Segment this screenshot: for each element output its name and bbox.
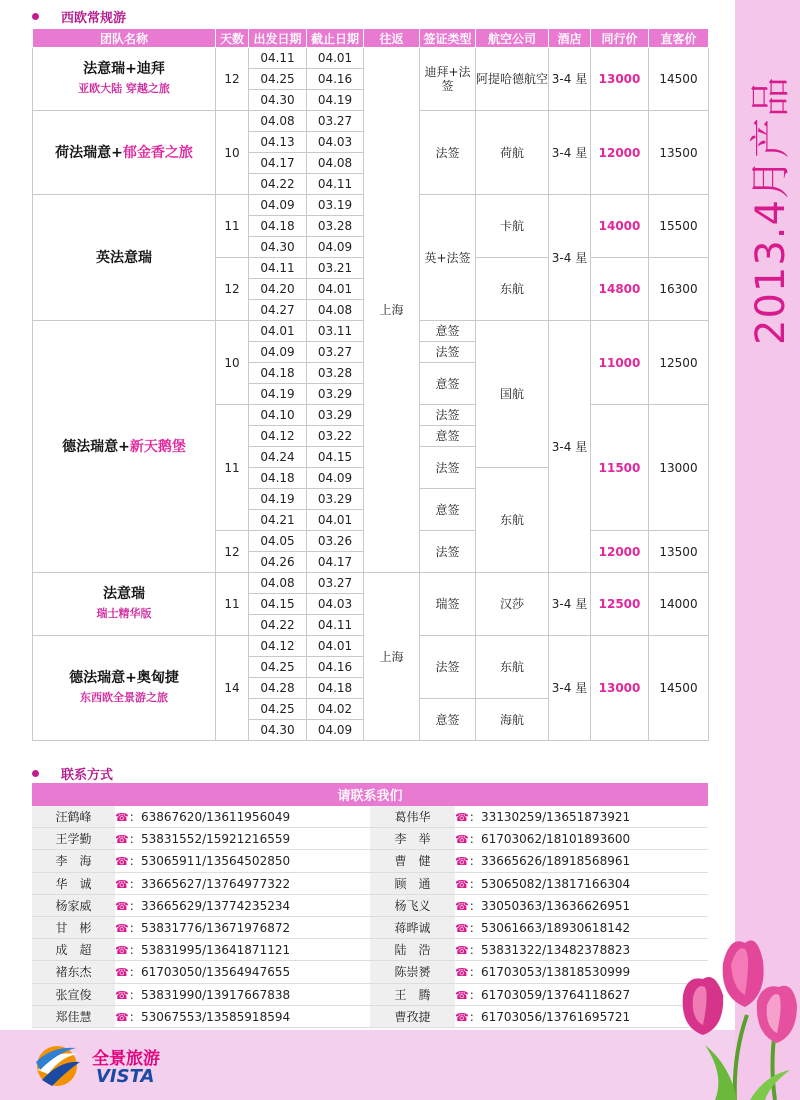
- globe-logo-icon: [32, 1040, 82, 1090]
- phone-icon: ☎: [115, 944, 129, 958]
- contact-phone: [455, 983, 708, 1005]
- contact-phone: [115, 828, 370, 850]
- contact-phone: [115, 894, 370, 916]
- deadline-date: 04.17: [307, 552, 364, 573]
- contact-name: 曹孜捷: [370, 1005, 455, 1027]
- contact-phone: [115, 916, 370, 938]
- phone-icon: ☎: [115, 833, 129, 847]
- departure-date: 04.30: [249, 720, 307, 741]
- tour-name-cell: [33, 195, 216, 321]
- tour-name: 荷法瑞意+: [55, 144, 123, 161]
- peer-price: 11500: [591, 405, 649, 531]
- contact-phone-number: ：33665627/13764977322: [129, 876, 291, 891]
- contact-phone-number: ：61703050/13564947655: [129, 965, 291, 980]
- peer-price: 14800: [591, 258, 649, 321]
- hotel-cell: 3-4 星: [549, 111, 591, 195]
- contact-phone-number: ：53067553/13585918594: [129, 1009, 291, 1024]
- col-header-departure: 出发日期: [249, 29, 307, 48]
- days-cell: 10: [216, 111, 249, 195]
- tour-table: [32, 28, 709, 741]
- contact-phone: [455, 828, 708, 850]
- departure-date: 04.12: [249, 636, 307, 657]
- visa-cell: 法签: [420, 636, 476, 699]
- deadline-date: 03.26: [307, 531, 364, 552]
- phone-icon: ☎: [455, 966, 469, 980]
- deadline-date: 04.01: [307, 510, 364, 531]
- airline-cell: 汉莎: [476, 573, 549, 636]
- contact-name: 褚东杰: [32, 961, 115, 983]
- contact-name: 汪鹤峰: [32, 806, 115, 828]
- contact-phone: [115, 961, 370, 983]
- departure-date: 04.11: [249, 258, 307, 279]
- retail-price: 13000: [649, 405, 709, 531]
- deadline-date: 04.08: [307, 153, 364, 174]
- phone-icon: ☎: [455, 811, 469, 825]
- departure-date: 04.08: [249, 573, 307, 594]
- deadline-date: 04.18: [307, 678, 364, 699]
- departure-date: 04.17: [249, 153, 307, 174]
- tour-subtitle: 东西欧全景游之旅: [80, 691, 168, 704]
- bullet-icon: [32, 13, 39, 20]
- table-row: [33, 573, 709, 594]
- departure-date: 04.01: [249, 321, 307, 342]
- deadline-date: 04.11: [307, 174, 364, 195]
- contact-name: 蒋晔诚: [370, 916, 455, 938]
- contact-phone: [115, 806, 370, 828]
- tour-section-heading: [32, 6, 126, 26]
- visa-cell: 意签: [420, 699, 476, 741]
- days-cell: 12: [216, 48, 249, 111]
- contact-name: 陆 浩: [370, 939, 455, 961]
- peer-price: 13000: [591, 48, 649, 111]
- contact-row: [32, 806, 708, 828]
- retail-price: 14500: [649, 636, 709, 741]
- contact-name: 杨家威: [32, 894, 115, 916]
- contact-name: 张宣俊: [32, 983, 115, 1005]
- retail-price: 14000: [649, 573, 709, 636]
- contact-phone: [455, 806, 708, 828]
- phone-icon: ☎: [455, 1010, 469, 1024]
- contact-phone-number: ：33665629/13774235234: [129, 898, 291, 913]
- tour-name-highlight: 新天鹅堡: [129, 438, 186, 455]
- tour-table-header: [33, 29, 709, 48]
- phone-icon: ☎: [115, 966, 129, 980]
- peer-price: 13000: [591, 636, 649, 741]
- deadline-date: 04.03: [307, 594, 364, 615]
- phone-icon: ☎: [455, 833, 469, 847]
- deadline-date: 03.28: [307, 216, 364, 237]
- contact-phone: [115, 939, 370, 961]
- contact-name: 杨飞义: [370, 894, 455, 916]
- phone-icon: ☎: [455, 899, 469, 913]
- col-header-retail-price: 直客价: [649, 29, 709, 48]
- departure-date: 04.05: [249, 531, 307, 552]
- departure-date: 04.15: [249, 594, 307, 615]
- deadline-date: 03.29: [307, 405, 364, 426]
- visa-cell: 瑞签: [420, 573, 476, 636]
- departure-date: 04.27: [249, 300, 307, 321]
- deadline-date: 04.09: [307, 720, 364, 741]
- airline-cell: 东航: [476, 258, 549, 321]
- airline-cell: 海航: [476, 699, 549, 741]
- retail-price: 13500: [649, 531, 709, 573]
- tour-name: 法意瑞+迪拜: [83, 61, 165, 77]
- phone-icon: ☎: [115, 899, 129, 913]
- contact-phone: [455, 961, 708, 983]
- logo-chinese-text: 全景旅游: [92, 1049, 160, 1069]
- peer-price: 12000: [591, 531, 649, 573]
- departure-date: 04.28: [249, 678, 307, 699]
- days-cell: 11: [216, 405, 249, 531]
- contact-phone-number: ：53831776/13671976872: [129, 921, 291, 936]
- deadline-date: 03.28: [307, 363, 364, 384]
- contact-row: [32, 961, 708, 983]
- table-row: [33, 48, 709, 69]
- tour-subtitle: 瑞士精华版: [96, 607, 152, 620]
- contact-row: [32, 872, 708, 894]
- visa-cell: 法签: [420, 111, 476, 195]
- deadline-date: 04.01: [307, 279, 364, 300]
- deadline-date: 04.08: [307, 300, 364, 321]
- col-header-peer-price: 同行价: [591, 29, 649, 48]
- contact-phone-number: ：53065082/13817166304: [469, 876, 631, 891]
- contact-name: 葛伟华: [370, 806, 455, 828]
- visa-cell: 英+法签: [420, 195, 476, 321]
- departure-date: 04.25: [249, 69, 307, 90]
- departure-date: 04.19: [249, 489, 307, 510]
- contact-phone-number: ：53065911/13564502850: [129, 854, 291, 869]
- contact-row: [32, 1005, 708, 1027]
- visa-cell: 迪拜+法签: [420, 48, 476, 111]
- contact-phone: [455, 916, 708, 938]
- deadline-date: 04.11: [307, 615, 364, 636]
- deadline-date: 04.09: [307, 468, 364, 489]
- contact-phone: [455, 894, 708, 916]
- deadline-date: 04.01: [307, 48, 364, 69]
- tour-name: 法意瑞: [103, 586, 145, 602]
- deadline-date: 04.19: [307, 90, 364, 111]
- vista-logo: [28, 1040, 188, 1090]
- visa-cell: 意签: [420, 363, 476, 405]
- departure-date: 04.18: [249, 216, 307, 237]
- roundtrip-cell: 上海: [364, 573, 420, 741]
- phone-icon: ☎: [115, 988, 129, 1002]
- departure-date: 04.30: [249, 90, 307, 111]
- contact-phone: [115, 850, 370, 872]
- hotel-cell: 3-4 星: [549, 195, 591, 321]
- departure-date: 04.30: [249, 237, 307, 258]
- phone-icon: ☎: [115, 877, 129, 891]
- tour-name: 英法意瑞: [96, 249, 152, 266]
- contact-row: [32, 983, 708, 1005]
- phone-icon: ☎: [115, 811, 129, 825]
- phone-icon: ☎: [455, 988, 469, 1002]
- departure-date: 04.19: [249, 384, 307, 405]
- phone-icon: ☎: [455, 944, 469, 958]
- visa-cell: 法签: [420, 342, 476, 363]
- deadline-date: 04.01: [307, 636, 364, 657]
- days-cell: 12: [216, 258, 249, 321]
- days-cell: 12: [216, 531, 249, 573]
- contact-phone: [115, 1005, 370, 1027]
- contact-name: 成 超: [32, 939, 115, 961]
- contact-name: 李 海: [32, 850, 115, 872]
- deadline-date: 04.16: [307, 657, 364, 678]
- phone-icon: ☎: [455, 922, 469, 936]
- contact-name: 甘 彬: [32, 916, 115, 938]
- airline-cell: 卡航: [476, 195, 549, 258]
- departure-date: 04.09: [249, 195, 307, 216]
- departure-date: 04.25: [249, 699, 307, 720]
- deadline-date: 03.27: [307, 342, 364, 363]
- hotel-cell: 3-4 星: [549, 48, 591, 111]
- bullet-icon: [32, 770, 39, 777]
- departure-date: 04.20: [249, 279, 307, 300]
- contact-section-heading: [32, 763, 113, 783]
- contact-phone-number: ：33050363/13636626951: [469, 898, 631, 913]
- contact-phone-number: ：33665626/18918568961: [469, 854, 631, 869]
- deadline-date: 03.27: [307, 573, 364, 594]
- col-header-days: 天数: [216, 29, 249, 48]
- contact-row: [32, 850, 708, 872]
- days-cell: 14: [216, 636, 249, 741]
- phone-icon: ☎: [115, 855, 129, 869]
- airline-cell: 国航: [476, 321, 549, 468]
- deadline-date: 04.09: [307, 237, 364, 258]
- contact-name: 陈崇赟: [370, 961, 455, 983]
- retail-price: 16300: [649, 258, 709, 321]
- phone-icon: ☎: [115, 1010, 129, 1024]
- deadline-date: 04.02: [307, 699, 364, 720]
- peer-price: 11000: [591, 321, 649, 405]
- hotel-cell: 3-4 星: [549, 573, 591, 636]
- hotel-cell: 3-4 星: [549, 321, 591, 573]
- tour-name-cell: [33, 321, 216, 573]
- product-month-text: 2013.4月产品: [748, 75, 794, 345]
- contact-name: 王学勤: [32, 828, 115, 850]
- contact-table-header: 请联系我们: [32, 783, 708, 806]
- contact-name: 顾 通: [370, 872, 455, 894]
- tour-name-cell: [33, 111, 216, 195]
- col-header-roundtrip: 往返: [364, 29, 420, 48]
- deadline-date: 03.29: [307, 384, 364, 405]
- tour-subtitle: 亚欧大陆 穿越之旅: [78, 82, 170, 95]
- contact-phone: [455, 872, 708, 894]
- deadline-date: 03.11: [307, 321, 364, 342]
- contact-section-title: 联系方式: [61, 767, 114, 783]
- departure-date: 04.22: [249, 615, 307, 636]
- departure-date: 04.22: [249, 174, 307, 195]
- col-header-deadline: 截止日期: [307, 29, 364, 48]
- departure-date: 04.11: [249, 48, 307, 69]
- contact-table: [32, 783, 708, 1028]
- deadline-date: 03.27: [307, 111, 364, 132]
- contact-phone-number: ：61703056/13761695721: [469, 1009, 631, 1024]
- contact-phone-number: ：53061663/18930618142: [469, 921, 631, 936]
- deadline-date: 04.03: [307, 132, 364, 153]
- retail-price: 13500: [649, 111, 709, 195]
- airline-cell: 东航: [476, 468, 549, 573]
- peer-price: 12500: [591, 573, 649, 636]
- contact-name: 王 腾: [370, 983, 455, 1005]
- roundtrip-cell: 上海: [364, 48, 420, 573]
- airline-cell: 阿提哈德航空: [476, 48, 549, 111]
- contact-name: 郑佳慧: [32, 1005, 115, 1027]
- phone-icon: ☎: [455, 877, 469, 891]
- contact-row: [32, 939, 708, 961]
- contact-phone-number: ：53831322/13482378823: [469, 943, 631, 958]
- departure-date: 04.24: [249, 447, 307, 468]
- phone-icon: ☎: [115, 922, 129, 936]
- contact-phone-number: ：33130259/13651873921: [469, 810, 631, 825]
- hotel-cell: 3-4 星: [549, 636, 591, 741]
- departure-date: 04.18: [249, 363, 307, 384]
- contact-phone-number: ：53831990/13917667838: [129, 987, 291, 1002]
- contact-phone-number: ：53831552/15921216559: [129, 832, 291, 847]
- visa-cell: 法签: [420, 531, 476, 573]
- col-header-airline: 航空公司: [476, 29, 549, 48]
- visa-cell: 法签: [420, 447, 476, 489]
- contact-phone: [455, 1005, 708, 1027]
- contact-phone-number: ：53831995/13641871121: [129, 943, 291, 958]
- days-cell: 11: [216, 573, 249, 636]
- contact-phone-number: ：61703062/18101893600: [469, 832, 631, 847]
- deadline-date: 03.29: [307, 489, 364, 510]
- visa-cell: 法签: [420, 405, 476, 426]
- peer-price: 14000: [591, 195, 649, 258]
- departure-date: 04.08: [249, 111, 307, 132]
- deadline-date: 04.16: [307, 69, 364, 90]
- contact-row: [32, 894, 708, 916]
- retail-price: 12500: [649, 321, 709, 405]
- departure-date: 04.18: [249, 468, 307, 489]
- contact-phone: [455, 850, 708, 872]
- contact-name: 华 诚: [32, 872, 115, 894]
- logo-english-text: VISTA: [96, 1066, 155, 1087]
- departure-date: 04.09: [249, 342, 307, 363]
- contact-phone-number: ：61703059/13764118627: [469, 987, 631, 1002]
- departure-date: 04.25: [249, 657, 307, 678]
- tour-section-title: 西欧常规游: [61, 10, 127, 26]
- retail-price: 14500: [649, 48, 709, 111]
- tour-name: 德法瑞意+奥匈捷: [69, 670, 179, 686]
- deadline-date: 04.15: [307, 447, 364, 468]
- visa-cell: 意签: [420, 321, 476, 342]
- tour-name-cell: [33, 48, 216, 111]
- peer-price: 12000: [591, 111, 649, 195]
- contact-phone: [115, 872, 370, 894]
- airline-cell: 荷航: [476, 111, 549, 195]
- deadline-date: 03.19: [307, 195, 364, 216]
- product-month-title: [740, 60, 795, 360]
- departure-date: 04.10: [249, 405, 307, 426]
- departure-date: 04.12: [249, 426, 307, 447]
- tour-name-highlight: 郁金香之旅: [122, 144, 193, 161]
- contact-row: [32, 916, 708, 938]
- contact-name: 李 举: [370, 828, 455, 850]
- contact-phone-number: ：63867620/13611956049: [129, 810, 291, 825]
- col-header-hotel: 酒店: [549, 29, 591, 48]
- contact-row: [32, 828, 708, 850]
- tulip-decoration-icon: [675, 935, 800, 1100]
- retail-price: 15500: [649, 195, 709, 258]
- col-header-name: 团队名称: [33, 29, 216, 48]
- days-cell: 11: [216, 195, 249, 258]
- days-cell: 10: [216, 321, 249, 405]
- airline-cell: 东航: [476, 636, 549, 699]
- col-header-visa: 签证类型: [420, 29, 476, 48]
- tour-name-cell: [33, 636, 216, 741]
- visa-cell: 意签: [420, 426, 476, 447]
- departure-date: 04.13: [249, 132, 307, 153]
- deadline-date: 03.21: [307, 258, 364, 279]
- phone-icon: ☎: [455, 855, 469, 869]
- departure-date: 04.26: [249, 552, 307, 573]
- tour-name-cell: [33, 573, 216, 636]
- deadline-date: 03.22: [307, 426, 364, 447]
- contact-name: 曹 健: [370, 850, 455, 872]
- contact-phone: [115, 983, 370, 1005]
- departure-date: 04.21: [249, 510, 307, 531]
- tour-name: 德法瑞意+: [62, 438, 130, 455]
- contact-phone-number: ：61703053/13818530999: [469, 965, 631, 980]
- visa-cell: 意签: [420, 489, 476, 531]
- contact-phone: [455, 939, 708, 961]
